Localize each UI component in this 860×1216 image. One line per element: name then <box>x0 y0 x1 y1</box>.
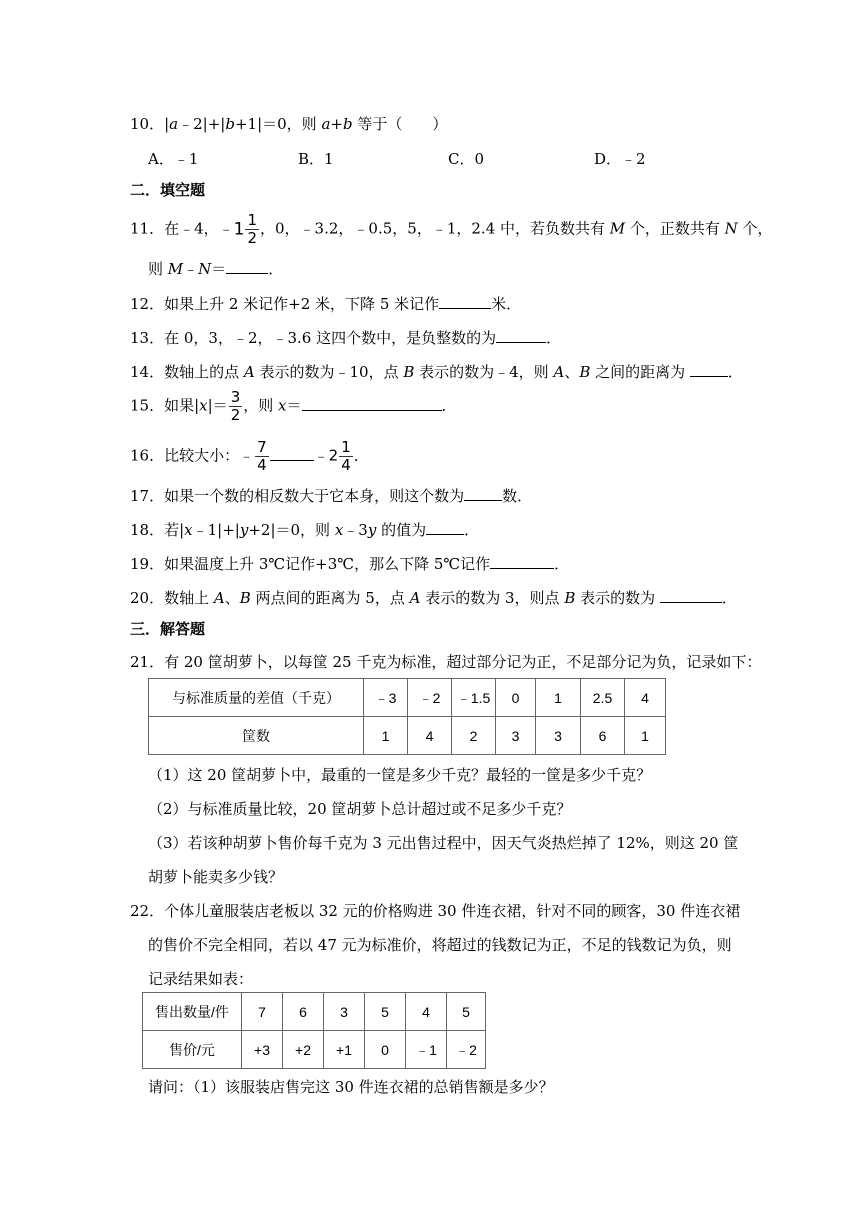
question-12: 12．如果上升 2 米记作+2 米，下降 5 米记作 米． <box>130 295 522 313</box>
section-heading-answer: 三．解答题 <box>130 620 206 638</box>
question-22-line2: 的售价不完全相同，若以 47 元为标准价，将超过的钱数记为正，不足的钱数记为负，则 <box>148 936 732 954</box>
question-15: 15．如果|x|＝ $\frac{3}{2}$ ，则 x＝ ． <box>130 388 457 424</box>
table-cell: +3 <box>242 1031 283 1069</box>
answer-blank[interactable] <box>302 395 442 411</box>
fraction-one-half: $\frac{1}{2}$ <box>247 211 258 247</box>
table-cell: 7 <box>242 993 283 1031</box>
fraction-three-halves: $\frac{3}{2}$ <box>230 388 241 424</box>
table-cell: 4 <box>408 717 452 755</box>
table-row <box>149 679 666 717</box>
table-cell: 3 <box>496 717 536 755</box>
table-cell: 5 <box>365 993 406 1031</box>
q21-sub2: （2）与标准质量比较，20 筐胡萝卜总计超过或不足多少千克？ <box>148 800 572 818</box>
table-cell: 1 <box>536 679 581 717</box>
question-22-line3: 记录结果如表： <box>148 970 254 988</box>
q21-sub1: （1）这 20 筐胡萝卜中，最重的一筐是多少千克？最轻的一筐是多少千克？ <box>148 766 652 784</box>
q21-sub3-cont: 胡萝卜能卖多少钱？ <box>148 868 284 886</box>
question-11: 11．在﹣4，﹣1 $\frac{1}{2}$ ，0，﹣3.2，﹣0.5，5，﹣1，2.4 中，若负数共有 M 个，正数共有 N 个， <box>130 211 773 247</box>
table-row <box>143 1031 486 1069</box>
q21-sub3: （3）若该种胡萝卜售价每千克为 3 元出售过程中，因天气炎热烂掉了 12%，则这 20 筐 <box>148 834 739 852</box>
section-heading-fill: 二．填空题 <box>130 181 206 199</box>
table-cell: ﹣3 <box>364 679 408 717</box>
q22-table <box>142 992 486 1069</box>
answer-blank[interactable] <box>226 258 268 274</box>
table-cell: 0 <box>365 1031 406 1069</box>
table-cell: 2.5 <box>581 679 625 717</box>
table-row <box>149 717 666 755</box>
question-17: 17．如果一个数的相反数大于它本身，则这个数为 数． <box>130 487 533 505</box>
table-cell: 4 <box>406 993 447 1031</box>
question-13: 13．在 0，3，﹣2，﹣3.6 这四个数中，是负整数的为 ． <box>130 329 562 347</box>
q22-sub1: 请问：（1）该服装店售完这 30 件连衣裙的总销售额是多少？ <box>148 1078 554 1096</box>
table-cell: 4 <box>625 679 666 717</box>
question-18: 18．若|x﹣1|+|y+2|＝0，则 x﹣3y 的值为 ． <box>130 521 480 539</box>
question-21: 21．有 20 筐胡萝卜，以每筐 25 千克为标准，超过部分记为正，不足部分记为负，记录如下： <box>130 653 762 671</box>
question-11-line2: 则 M﹣N＝ ． <box>148 260 284 278</box>
table-row <box>143 993 486 1031</box>
q21-table <box>148 678 666 755</box>
table-cell: ﹣1.5 <box>452 679 496 717</box>
question-14: 14．数轴上的点 A 表示的数为﹣10，点 B 表示的数为﹣4，则 A、B 之间的距离为 ． <box>130 363 743 381</box>
q10-option-d: D．﹣2 <box>594 150 646 168</box>
answer-blank[interactable] <box>464 485 502 501</box>
answer-blank[interactable] <box>496 327 546 343</box>
q10-option-c: C．0 <box>448 150 485 168</box>
question-20: 20．数轴上 A、B 两点间的距离为 5，点 A 表示的数为 3，则点 B 表示的数为 ． <box>130 589 737 607</box>
table-cell: 3 <box>324 993 365 1031</box>
question-10: 10．|a﹣2|+|b+1|＝0，则 a+b 等于（ ） <box>130 115 448 133</box>
table-header-cell: 与标准质量的差值（千克） <box>149 679 364 717</box>
fraction-seven-quarters: $\frac{7}{4}$ <box>257 438 267 474</box>
table-cell: +1 <box>324 1031 365 1069</box>
table-header-cell: 售出数量/件 <box>143 993 242 1031</box>
answer-blank[interactable] <box>426 519 464 535</box>
table-cell: 1 <box>364 717 408 755</box>
answer-blank[interactable] <box>439 293 491 309</box>
table-header-cell: 售价/元 <box>143 1031 242 1069</box>
table-cell: ﹣1 <box>406 1031 447 1069</box>
table-cell: ﹣2 <box>447 1031 486 1069</box>
q10-option-b: B．1 <box>298 150 334 168</box>
answer-blank[interactable] <box>690 361 728 377</box>
table-cell: 6 <box>581 717 625 755</box>
table-cell: ﹣2 <box>408 679 452 717</box>
table-cell: +2 <box>283 1031 324 1069</box>
table-cell: 0 <box>496 679 536 717</box>
fraction-one-quarter: $\frac{1}{4}$ <box>341 438 351 474</box>
question-22: 22．个体儿童服装店老板以 32 元的价格购进 30 件连衣裙，针对不同的顾客，30 件连衣裙 <box>130 902 741 920</box>
table-cell: 1 <box>625 717 666 755</box>
answer-blank[interactable] <box>490 553 554 569</box>
table-cell: 6 <box>283 993 324 1031</box>
question-19: 19．如果温度上升 3℃记作+3℃，那么下降 5℃记作 ． <box>130 555 570 573</box>
q10-option-a: A．﹣1 <box>148 150 199 168</box>
question-16: 16．比较大小：﹣ $\frac{7}{4}$ ﹣2 $\frac{1}{4}$ ． <box>130 438 369 474</box>
answer-blank[interactable] <box>270 445 314 461</box>
table-header-cell: 筐数 <box>149 717 364 755</box>
table-cell: 2 <box>452 717 496 755</box>
table-cell: 3 <box>536 717 581 755</box>
answer-blank[interactable] <box>660 587 722 603</box>
table-cell: 5 <box>447 993 486 1031</box>
